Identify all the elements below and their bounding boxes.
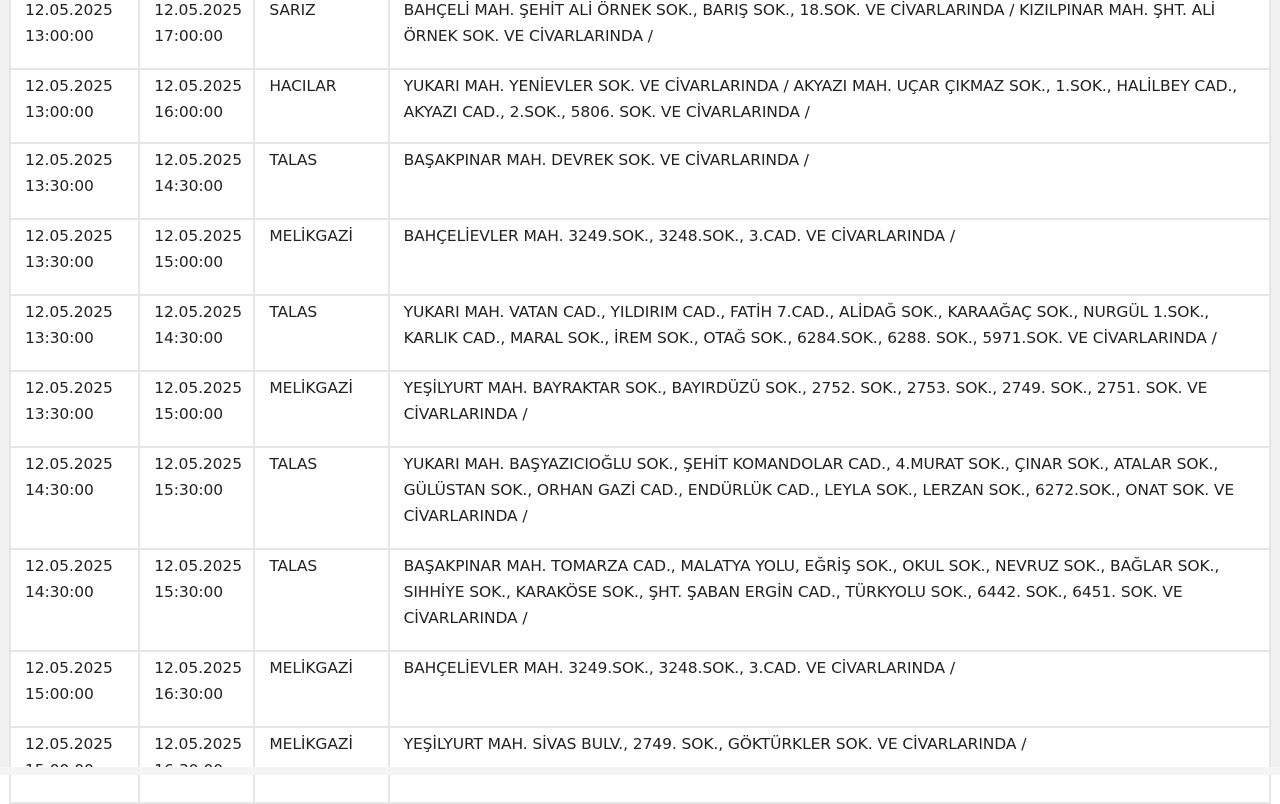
district-cell: MELİKGAZİ [255, 372, 387, 446]
district-cell: MELİKGAZİ [255, 220, 387, 294]
end-datetime-cell [140, 372, 253, 446]
start-time: 13:30:00 [25, 253, 94, 271]
end-date: 12.05.2025 [154, 151, 242, 169]
district-cell: TALAS [255, 296, 387, 370]
end-date: 12.05.2025 [154, 1, 242, 19]
streets-cell: BAHÇELİEVLER MAH. 3249.SOK., 3248.SOK., 3.CAD. VE CİVARLARINDA / [390, 220, 1269, 294]
start-date: 12.05.2025 [25, 227, 113, 245]
start-datetime-cell [11, 550, 138, 650]
end-date: 12.05.2025 [154, 659, 242, 677]
outage-row [11, 220, 1269, 294]
end-time: 15:30:00 [154, 583, 224, 601]
start-datetime-cell [11, 144, 138, 218]
end-datetime-cell [140, 70, 253, 142]
end-datetime-cell [140, 448, 253, 548]
streets-cell: YUKARI MAH. YENİEVLER SOK. VE CİVARLARINDA / AKYAZI MAH. UÇAR ÇIKMAZ SOK., 1.SOK., HALİLBEY CAD., AKYAZI CAD., 2.SOK., 5806. SOK. VE CİVARLARINDA / [390, 70, 1269, 142]
outage-row [11, 728, 1269, 802]
district-cell: SARIZ [255, 0, 387, 68]
end-time: 15:00:00 [154, 405, 224, 423]
start-date: 12.05.2025 [25, 77, 113, 95]
streets-cell: BAŞAKPINAR MAH. TOMARZA CAD., MALATYA YOLU, EĞRİŞ SOK., OKUL SOK., NEVRUZ SOK., BAĞLAR SOK., SIHHİYE SOK., KARAKÖSE SOK., ŞHT. ŞABAN ERGİN CAD., TÜRKYOLU SOK., 6442. SOK., 6451. SOK. VE CİVARLARINDA / [390, 550, 1269, 650]
outage-row [11, 70, 1269, 142]
district-cell: MELİKGAZİ [255, 728, 387, 802]
end-time: 17:00:00 [154, 27, 224, 45]
streets-cell: BAŞAKPINAR MAH. DEVREK SOK. VE CİVARLARINDA / [390, 144, 1269, 218]
end-datetime-cell [140, 728, 253, 802]
start-time: 15:00:00 [25, 685, 94, 703]
start-datetime-cell [11, 728, 138, 802]
end-date: 12.05.2025 [154, 557, 242, 575]
start-time: 14:30:00 [25, 481, 94, 499]
outage-row [11, 372, 1269, 446]
outage-row [11, 652, 1269, 726]
streets-cell: YUKARI MAH. VATAN CAD., YILDIRIM CAD., FATİH 7.CAD., ALİDAĞ SOK., KARAAĞAÇ SOK., NURGÜL 1.SOK., KARLIK CAD., MARAL SOK., İREM SOK., OTAĞ SOK., 6284.SOK., 6288. SOK., 5971.SOK. VE CİVARLARINDA / [390, 296, 1269, 370]
end-date: 12.05.2025 [154, 379, 242, 397]
outage-row [11, 0, 1269, 68]
outage-table-body [11, 0, 1269, 802]
district-cell: TALAS [255, 550, 387, 650]
start-date: 12.05.2025 [25, 303, 113, 321]
start-time: 13:00:00 [25, 27, 94, 45]
end-time: 16:00:00 [154, 103, 224, 121]
streets-cell: YEŞİLYURT MAH. BAYRAKTAR SOK., BAYIRDÜZÜ SOK., 2752. SOK., 2753. SOK., 2749. SOK., 2751. SOK. VE CİVARLARINDA / [390, 372, 1269, 446]
end-datetime-cell [140, 296, 253, 370]
district-cell: HACILAR [255, 70, 387, 142]
start-date: 12.05.2025 [25, 151, 113, 169]
start-date: 12.05.2025 [25, 659, 113, 677]
start-date: 12.05.2025 [25, 379, 113, 397]
end-date: 12.05.2025 [154, 303, 242, 321]
end-date: 12.05.2025 [154, 455, 242, 473]
end-datetime-cell [140, 220, 253, 294]
end-date: 12.05.2025 [154, 735, 242, 753]
streets-cell: BAHÇELİ MAH. ŞEHİT ALİ ÖRNEK SOK., BARIŞ SOK., 18.SOK. VE CİVARLARINDA / KIZILPINAR MAH. ŞHT. ALİ ÖRNEK SOK. VE CİVARLARINDA / [390, 0, 1269, 68]
start-datetime-cell [11, 220, 138, 294]
start-date: 12.05.2025 [25, 1, 113, 19]
streets-cell: BAHÇELİEVLER MAH. 3249.SOK., 3248.SOK., 3.CAD. VE CİVARLARINDA / [390, 652, 1269, 726]
end-datetime-cell [140, 550, 253, 650]
outage-row [11, 144, 1269, 218]
start-date: 12.05.2025 [25, 455, 113, 473]
district-cell: TALAS [255, 448, 387, 548]
start-time: 13:00:00 [25, 103, 94, 121]
district-cell: TALAS [255, 144, 387, 218]
start-date: 12.05.2025 [25, 735, 113, 753]
start-time: 13:30:00 [25, 405, 94, 423]
start-datetime-cell [11, 296, 138, 370]
end-time: 16:30:00 [154, 685, 224, 703]
start-time: 14:30:00 [25, 583, 94, 601]
start-date: 12.05.2025 [25, 557, 113, 575]
end-datetime-cell [140, 144, 253, 218]
end-date: 12.05.2025 [154, 227, 242, 245]
outage-row [11, 296, 1269, 370]
start-datetime-cell [11, 372, 138, 446]
end-time: 15:00:00 [154, 253, 224, 271]
streets-cell: YUKARI MAH. BAŞYAZICIOĞLU SOK., ŞEHİT KOMANDOLAR CAD., 4.MURAT SOK., ÇINAR SOK., ATALAR SOK., GÜLÜSTAN SOK., ORHAN GAZİ CAD., ENDÜRLÜK CAD., LEYLA SOK., LERZAN SOK., 6272.SOK., ONAT SOK. VE CİVARLARINDA / [390, 448, 1269, 548]
end-date: 12.05.2025 [154, 77, 242, 95]
district-cell: MELİKGAZİ [255, 652, 387, 726]
start-datetime-cell [11, 448, 138, 548]
start-time: 13:30:00 [25, 329, 94, 347]
end-time: 14:30:00 [154, 177, 224, 195]
end-time: 15:30:00 [154, 481, 224, 499]
outage-row [11, 550, 1269, 650]
end-datetime-cell [140, 0, 253, 68]
outage-row [11, 448, 1269, 548]
start-time: 13:30:00 [25, 177, 94, 195]
start-datetime-cell [11, 70, 138, 142]
end-time: 14:30:00 [154, 329, 224, 347]
power-outage-table [9, 0, 1271, 804]
start-datetime-cell [11, 652, 138, 726]
bottom-edge [0, 767, 1280, 775]
start-datetime-cell [11, 0, 138, 68]
streets-cell: YEŞİLYURT MAH. SİVAS BULV., 2749. SOK., GÖKTÜRKLER SOK. VE CİVARLARINDA / [390, 728, 1269, 802]
end-datetime-cell [140, 652, 253, 726]
